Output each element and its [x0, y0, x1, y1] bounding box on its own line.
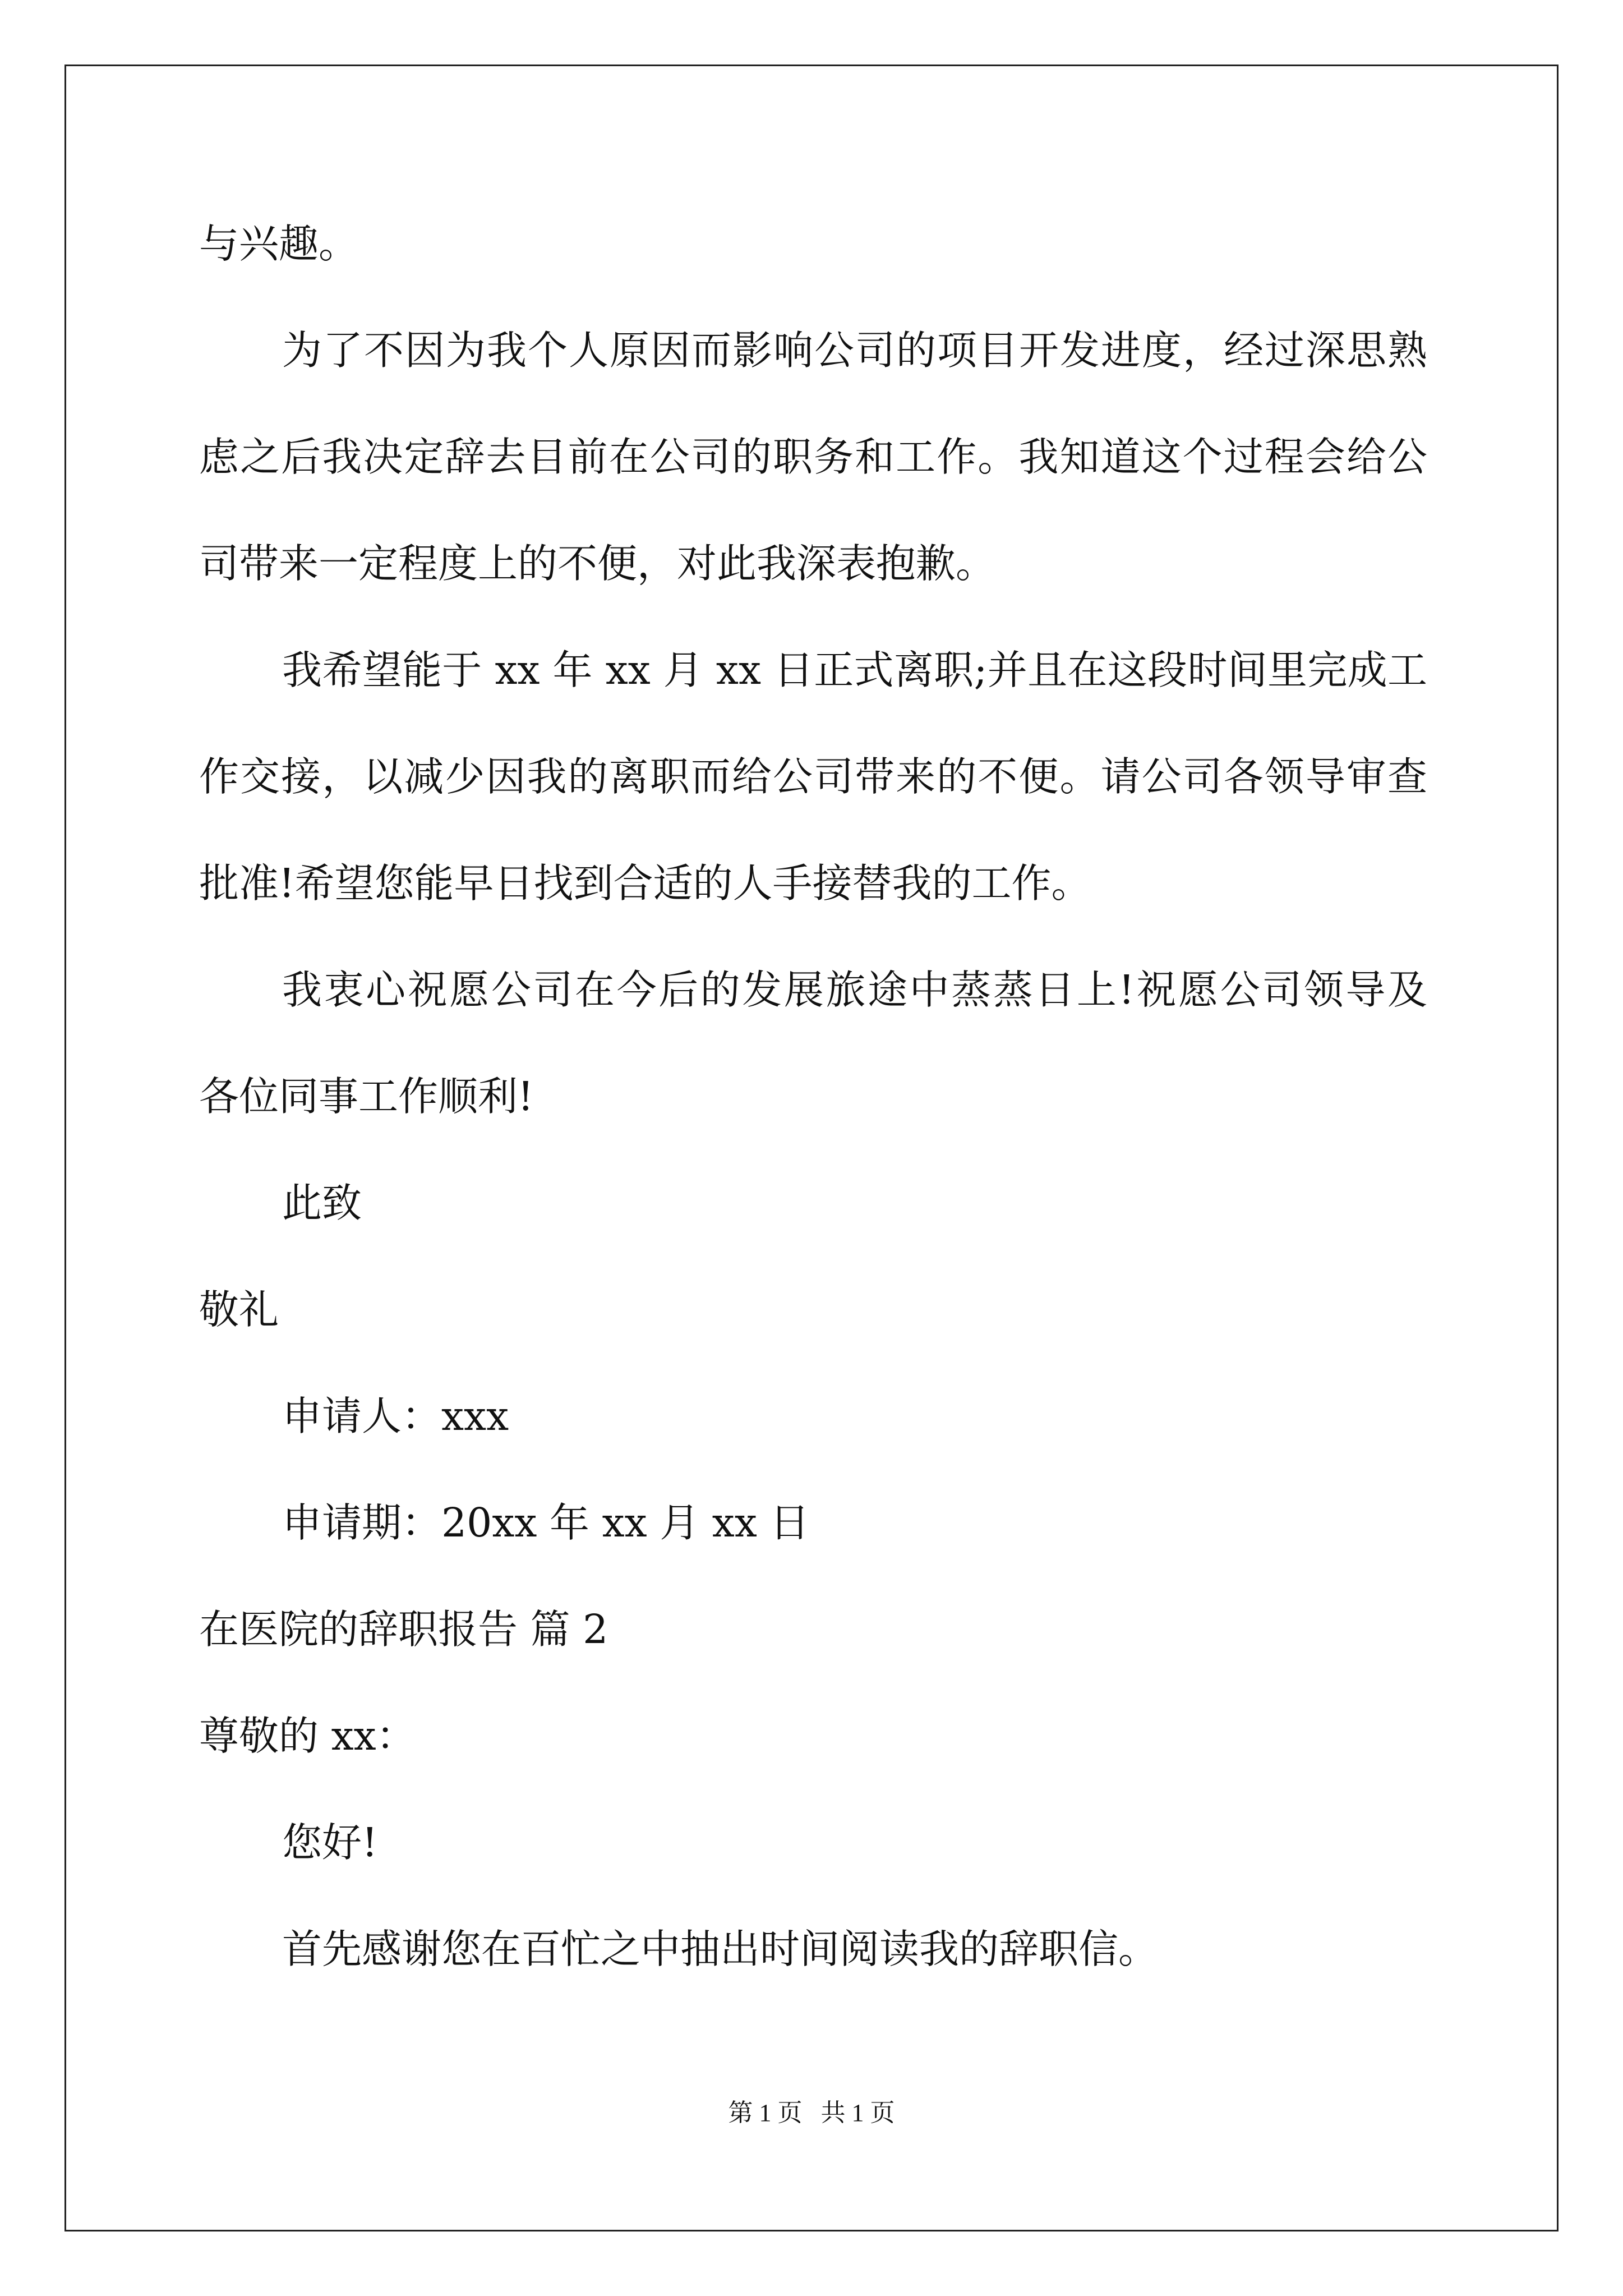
- text-line: 我衷心祝愿公司在今后的发展旅途中蒸蒸日上!祝愿公司领导及: [282, 967, 1427, 1013]
- text-line: 批准!希望您能早日找到合适的人手接替我的工作。: [199, 860, 1091, 907]
- text-line: 司带来一定程度上的不便，对此我深表抱歉。: [199, 540, 996, 587]
- section-title: 在医院的辞职报告 篇 2: [199, 1606, 608, 1653]
- page-number: 第 1 页: [728, 2099, 803, 2127]
- document-body: [199, 191, 1427, 2003]
- applicant-line: 申请人：xxx: [282, 1393, 509, 1439]
- greeting: 您好!: [282, 1819, 378, 1866]
- closing-salutation: 此致: [282, 1180, 362, 1226]
- greeting-recipient: 尊敬的 xx：: [199, 1713, 416, 1759]
- text-line: 虑之后我决定辞去目前在公司的职务和工作。我知道这个过程会给公: [199, 434, 1427, 480]
- page-footer: [0, 2092, 1623, 2128]
- text-line: 我希望能于 xx 年 xx 月 xx 日正式离职;并且在这段时间里完成工: [282, 647, 1427, 693]
- closing-regards: 敬礼: [199, 1286, 279, 1333]
- text-line: 作交接，以减少因我的离职而给公司带来的不便。请公司各领导审查: [199, 753, 1427, 800]
- text-line: 各位同事工作顺利!: [199, 1073, 534, 1120]
- date-line: 申请期：20xx 年 xx 月 xx 日: [282, 1499, 810, 1546]
- text-line: 首先感谢您在百忙之中抽出时间阅读我的辞职信。: [282, 1926, 1159, 1972]
- text-line: 为了不因为我个人原因而影响公司的项目开发进度，经过深思熟: [282, 327, 1427, 374]
- page-total: 共 1 页: [820, 2099, 895, 2127]
- text-line: 与兴趣。: [199, 220, 359, 267]
